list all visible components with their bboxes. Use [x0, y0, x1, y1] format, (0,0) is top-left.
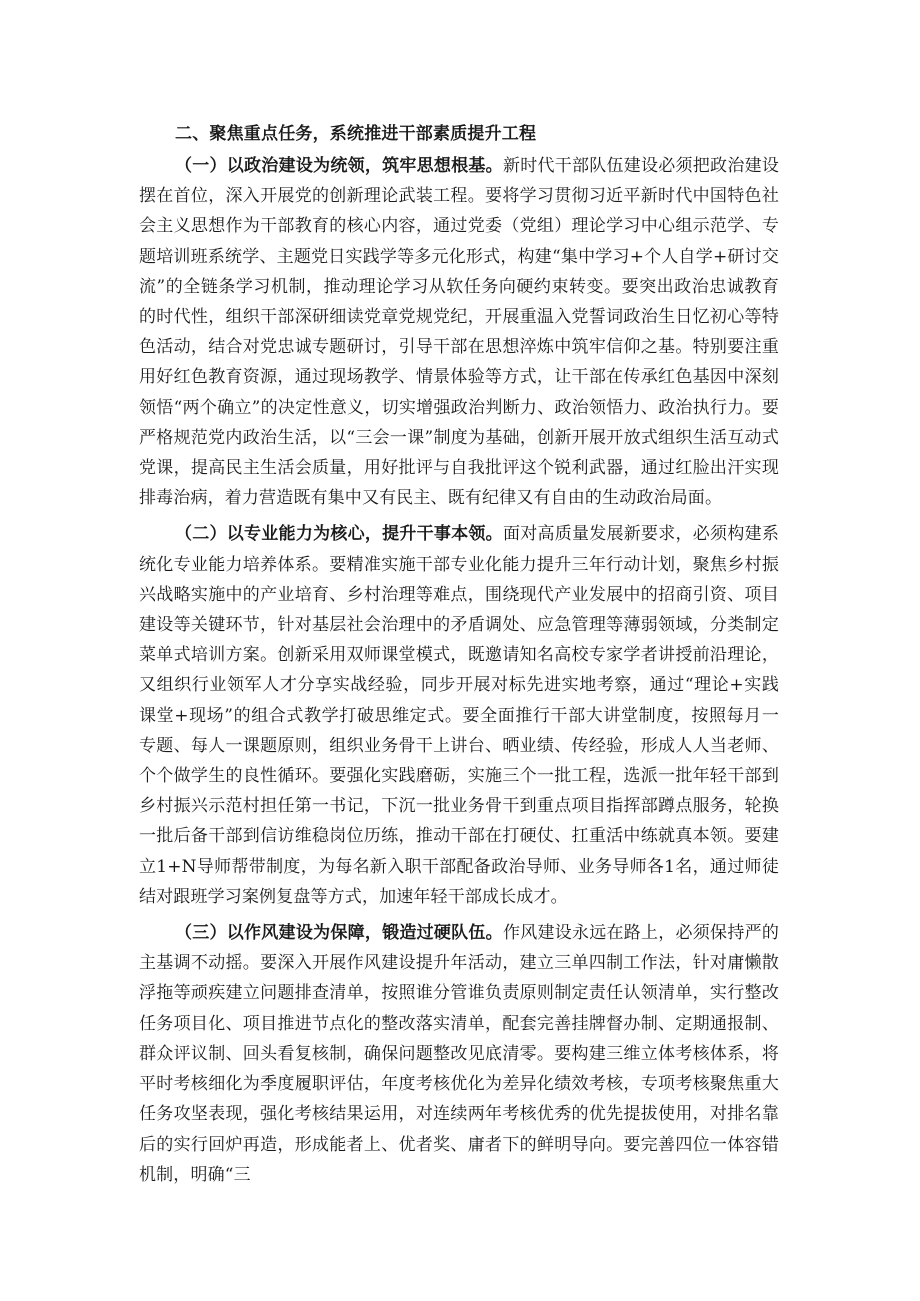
paragraph-body: 新时代干部队伍建设必须把政治建设摆在首位，深入开展党的创新理论武装工程。要将学习贯彻习近平新时代中国特色社会主义思想作为干部教育的核心内容，通过党委（党组）理论学习中心组示范学、专题培训班系统学、主题党日实践学等多元化形式，构建“集中学习+个人自学+研讨交流”的全链条学习机制，推动理论学习从软任务向硬约束转变。要突出政治忠诚教育的时代性，组织干部深研细读党章党规党纪，开展重温入党誓词政治生日忆初心等特色活动，结合对党忠诚专题研讨，引导干部在思想淬炼中筑牢信仰之基。特别要注重用好红色教育资源，通过现场教学、情景体验等方式，让干部在传承红色基因中深刻领悟“两个确立”的决定性意义，切实增强政治判断力、政治领悟力、政治执行力。要严格规范党内政治生活，以“三会一课”制度为基础，创新开展开放式组织生活互动式党课，提高民主生活会质量，用好批评与自我批评这个锐利武器，通过红脸出汗实现排毒治病，着力营造既有集中又有民主、既有纪律又有自由的生动政治局面。	[139, 156, 779, 509]
paragraph-body: 面对高质量发展新要求，必须构建系统化专业能力培养体系。要精准实施干部专业化能力提升三年行动计划，聚焦乡村振兴战略实施中的产业培育、乡村治理等难点，围绕现代产业发展中的招商引资、项目建设等关键环节，针对基层社会治理中的矛盾调处、应急管理等薄弱领域，分类制定菜单式培训方案。创新采用双师课堂模式，既邀请知名高校专家学者讲授前沿理论，又组织行业领军人才分享实战经验，同步开展对标先进实地考察，通过“理论+实践课堂+现场”的组合式教学打破思维定式。要全面推行干部大讲堂制度，按照每月一专题、每人一课题原则，组织业务骨干上讲台、晒业绩、传经验，形成人人当老师、个个做学生的良性循环。要强化实践磨砺，实施三个一批工程，选派一批年轻干部到乡村振兴示范村担任第一书记，下沉一批业务骨干到重点项目指挥部蹲点服务，轮换一批后备干部到信访维稳岗位历练，推动干部在打硬仗、扛重活中练就真本领。要建立1+N导师帮带制度，为每名新入职干部配备政治导师、业务导师各1名，通过师徒结对跟班学习案例复盘等方式，加速年轻干部成长成才。	[139, 524, 779, 907]
paragraph-work-style	[139, 918, 779, 1190]
paragraph-professional-ability	[139, 519, 779, 912]
section-heading: 二、聚焦重点任务，系统推进干部素质提升工程	[175, 124, 537, 144]
paragraph-title: （三）以作风建设为保障，锻造过硬队伍。	[175, 923, 503, 944]
document-body	[139, 117, 779, 1190]
paragraph-political-building	[139, 151, 779, 513]
paragraph-body: 作风建设永远在路上，必须保持严的主基调不动摇。要深入开展作风建设提升年活动，建立三单四制工作法，针对庸懒散浮拖等顽疾建立问题排查清单，按照谁分管谁负责原则制定责任认领清单，实行整改任务项目化、项目推进节点化的整改落实清单，配套完善挂牌督办制、定期通报制、群众评议制、回头看复核制，确保问题整改见底清零。要构建三维立体考核体系，将平时考核细化为季度履职评估，年度考核优化为差异化绩效考核，专项考核聚焦重大任务攻坚表现，强化考核结果运用，对连续两年考核优秀的优先提拔使用，对排名靠后的实行回炉再造，形成能者上、优者奖、庸者下的鲜明导向。要完善四位一体容错机制，明确“三	[139, 923, 779, 1185]
paragraph-title: （二）以专业能力为核心，提升干事本领。	[175, 524, 503, 545]
paragraph-title: （一）以政治建设为统领，筑牢思想根基。	[175, 156, 503, 176]
